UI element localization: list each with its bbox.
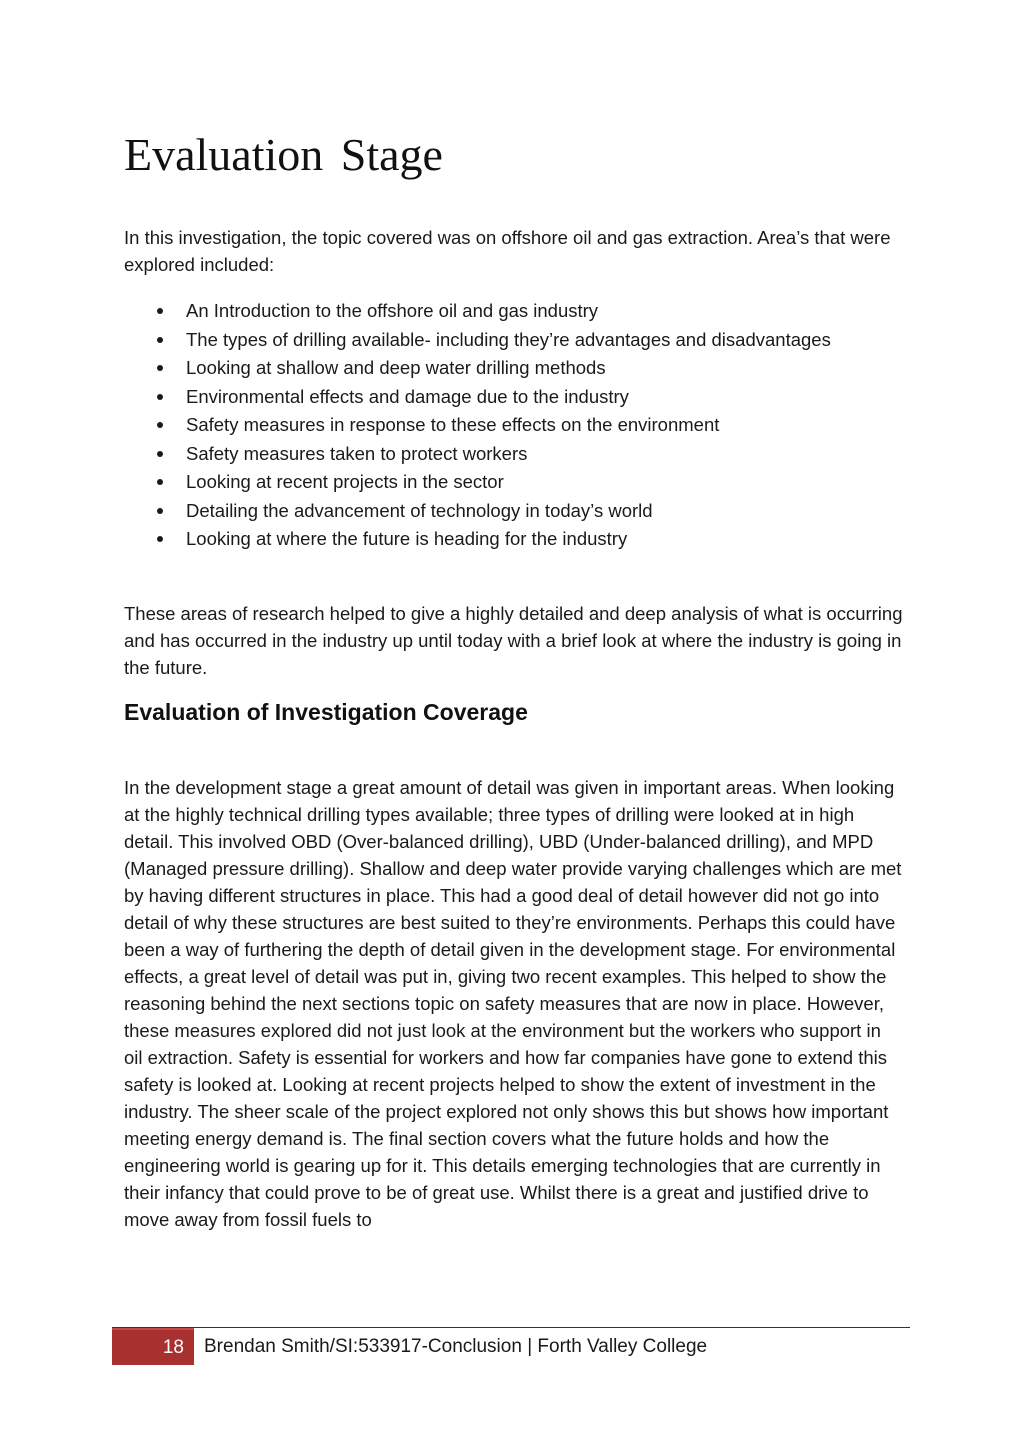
bullet-text: Looking at shallow and deep water drilling methods — [186, 357, 606, 378]
bullet-item — [124, 411, 904, 439]
page-title: Evaluation Stage — [124, 129, 443, 180]
bullet-dot-icon — [157, 536, 163, 542]
bullet-dot-icon — [157, 308, 163, 314]
footer-divider — [112, 1327, 910, 1328]
summary-paragraph: These areas of research helped to give a highly detailed and deep analysis of what is occurring and has occurred in the industry up until today with a brief look at where the industry is going in the future. — [124, 603, 903, 678]
bullet-dot-icon — [157, 451, 163, 457]
footer-text: Brendan Smith/SI:533917-Conclusion | Forth Valley College — [204, 1336, 708, 1357]
bullet-dot-icon — [157, 422, 163, 428]
bullet-item — [124, 468, 904, 496]
section-heading: Evaluation of Investigation Coverage — [124, 699, 528, 725]
bullet-text: Looking at recent projects in the sector — [186, 471, 504, 492]
coverage-paragraph: In the development stage a great amount of detail was given in important areas. When looking at the highly technical drilling types available; three types of drilling were looked at in high detail. This involved OBD (Over-balanced drilling), UBD (Under-balanced drilling), and MPD (Managed pressure drilling). Shallow and deep water provide varying challenges which are met by having different structures in place. This had a good deal of detail however did not go into detail of why these structures are best suited to they’re environments. Perhaps this could have been a way of furthering the depth of detail given in the development stage. For environmental effects, a great level of detail was put in, giving two recent examples. This helped to show the reasoning behind the next sections topic on safety measures that are now in place. However, these measures explored did not just look at the environment but the workers who support in oil extraction. Safety is essential for workers and how far companies have gone to extend this safety is looked at. Looking at recent projects helped to show the extent of investment in the industry. The sheer scale of the project explored not only shows this but shows how important meeting energy demand is. The final section covers what the future holds and how the engineering world is gearing up for it. This details emerging technologies that are currently in their infancy that could prove to be of great use. Whilst there is a great and justified drive to move away from fossil fuels to — [124, 777, 902, 1230]
bullet-dot-icon — [157, 337, 163, 343]
bullet-dot-icon — [157, 365, 163, 371]
bullet-item — [124, 326, 904, 354]
bullet-text: Safety measures in response to these effects on the environment — [186, 414, 720, 435]
bullet-item — [124, 497, 904, 525]
topic-bullet-list — [124, 297, 904, 554]
bullet-text: An Introduction to the offshore oil and gas industry — [186, 300, 599, 321]
bullet-text: Environmental effects and damage due to the industry — [186, 385, 629, 407]
bullet-text: Safety measures taken to protect workers — [186, 442, 528, 464]
bullet-text: Looking at where the future is heading for the industry — [186, 528, 628, 549]
bullet-item — [124, 525, 904, 553]
bullet-text: The types of drilling available- including they’re advantages and disadvantages — [186, 328, 831, 350]
bullet-item — [124, 440, 904, 468]
bullet-text: Detailing the advancement of technology in today’s world — [186, 499, 653, 521]
bullet-dot-icon — [157, 479, 163, 485]
bullet-item — [124, 297, 904, 325]
bullet-item — [124, 383, 904, 411]
bullet-item — [124, 354, 904, 382]
bullet-dot-icon — [157, 394, 163, 400]
bullet-dot-icon — [157, 508, 163, 514]
intro-paragraph: In this investigation, the topic covered was on offshore oil and gas extraction. Area’s that were explored included: — [124, 227, 891, 275]
page-number: 18 — [162, 1337, 184, 1358]
page-number-box — [112, 1328, 194, 1365]
